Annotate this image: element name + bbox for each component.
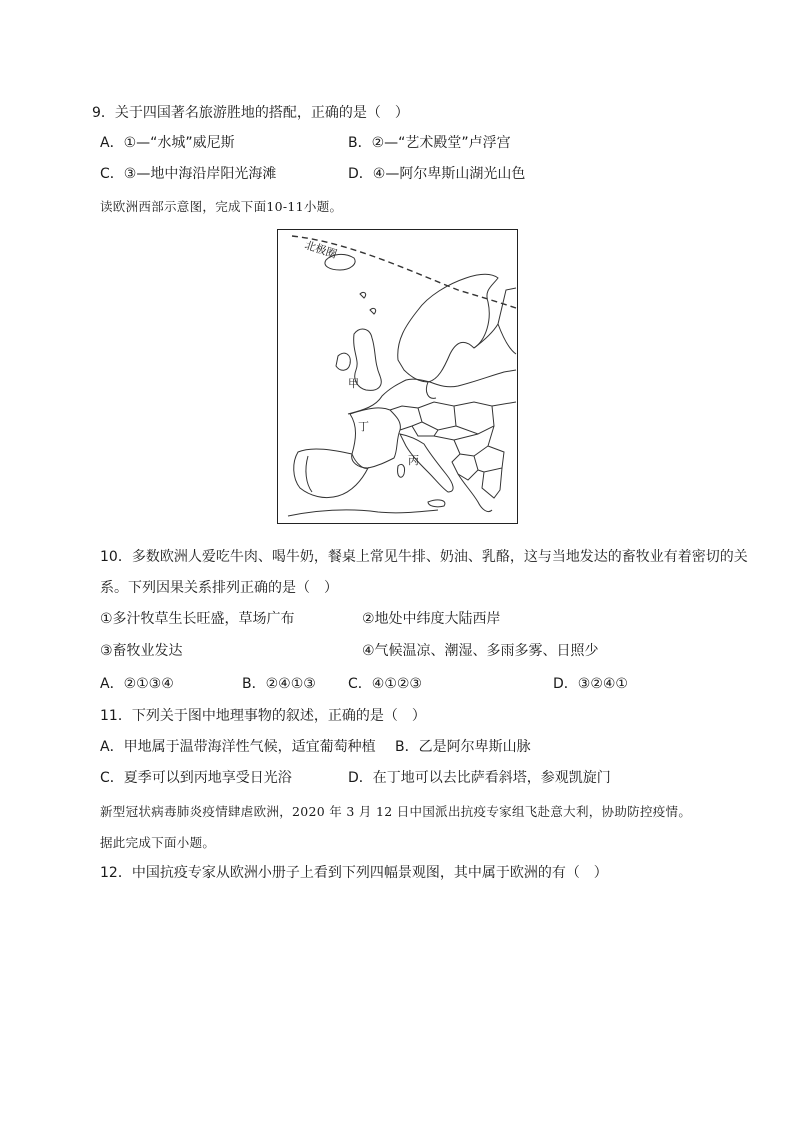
q11-option-c: C．夏季可以到丙地享受日光浴 [100, 770, 292, 786]
q10-statement-1: ①多汁牧草生长旺盛，草场广布 [100, 611, 295, 627]
q10-statement-2: ②地处中纬度大陆西岸 [362, 611, 501, 627]
q11-stem: 11．下列关于图中地理事物的叙述，正确的是（ ） [100, 708, 426, 724]
q10-statement-4: ④气候温凉、潮湿、多雨多雾、日照少 [362, 643, 599, 659]
map-label-jia: 甲 [348, 377, 359, 390]
q9-option-c: C．③—地中海沿岸阳光海滩 [100, 166, 277, 182]
q10-option-d: D．③②④① [553, 676, 628, 692]
q10-stem-line1: 10．多数欧洲人爱吃牛肉、喝牛奶，餐桌上常见牛排、奶油、乳酪，这与当地发达的畜牧业有着密切的关 [100, 549, 748, 565]
q11-option-d: D．在丁地可以去比萨看斜塔，参观凯旋门 [348, 770, 611, 786]
intro-covid-line2: 据此完成下面小题。 [100, 835, 216, 850]
q10-statement-3: ③畜牧业发达 [100, 643, 183, 659]
q9-stem: 9．关于四国著名旅游胜地的搭配，正确的是（ ） [92, 105, 409, 121]
q10-option-c: C．④①②③ [348, 676, 422, 692]
arctic-circle-label: 北极圈 [303, 238, 339, 262]
intro-covid-line1: 新型冠状病毒肺炎疫情肆虐欧洲，2020 年 3 月 12 日中国派出抗疫专家组飞赴意大利，协助防控疫情。 [100, 804, 692, 819]
intro-map-instruction: 读欧洲西部示意图，完成下面10-11小题。 [100, 199, 343, 214]
q9-option-b: B．②—“艺术殿堂”卢浮宫 [348, 135, 511, 151]
q10-stem-line2: 系。下列因果关系排列正确的是（ ） [100, 580, 338, 596]
q9-option-d: D．④—阿尔卑斯山湖光山色 [348, 166, 526, 182]
q10-option-b: B．②④①③ [242, 676, 316, 692]
q10-option-a: A．②①③④ [100, 676, 174, 692]
map-label-ding: 丁 [358, 420, 369, 433]
q12-stem: 12．中国抗疫专家从欧洲小册子上看到下列四幅景观图，其中属于欧洲的有（ ） [100, 865, 608, 881]
q9-option-a: A．①—“水城”威尼斯 [100, 135, 235, 151]
q11-option-a: A．甲地属于温带海洋性气候，适宜葡萄种植 [100, 739, 376, 755]
europe-map-drawing [278, 230, 517, 523]
q11-option-b: B．乙是阿尔卑斯山脉 [395, 739, 531, 755]
western-europe-map [277, 229, 518, 524]
map-label-bing: 丙 [408, 454, 419, 467]
